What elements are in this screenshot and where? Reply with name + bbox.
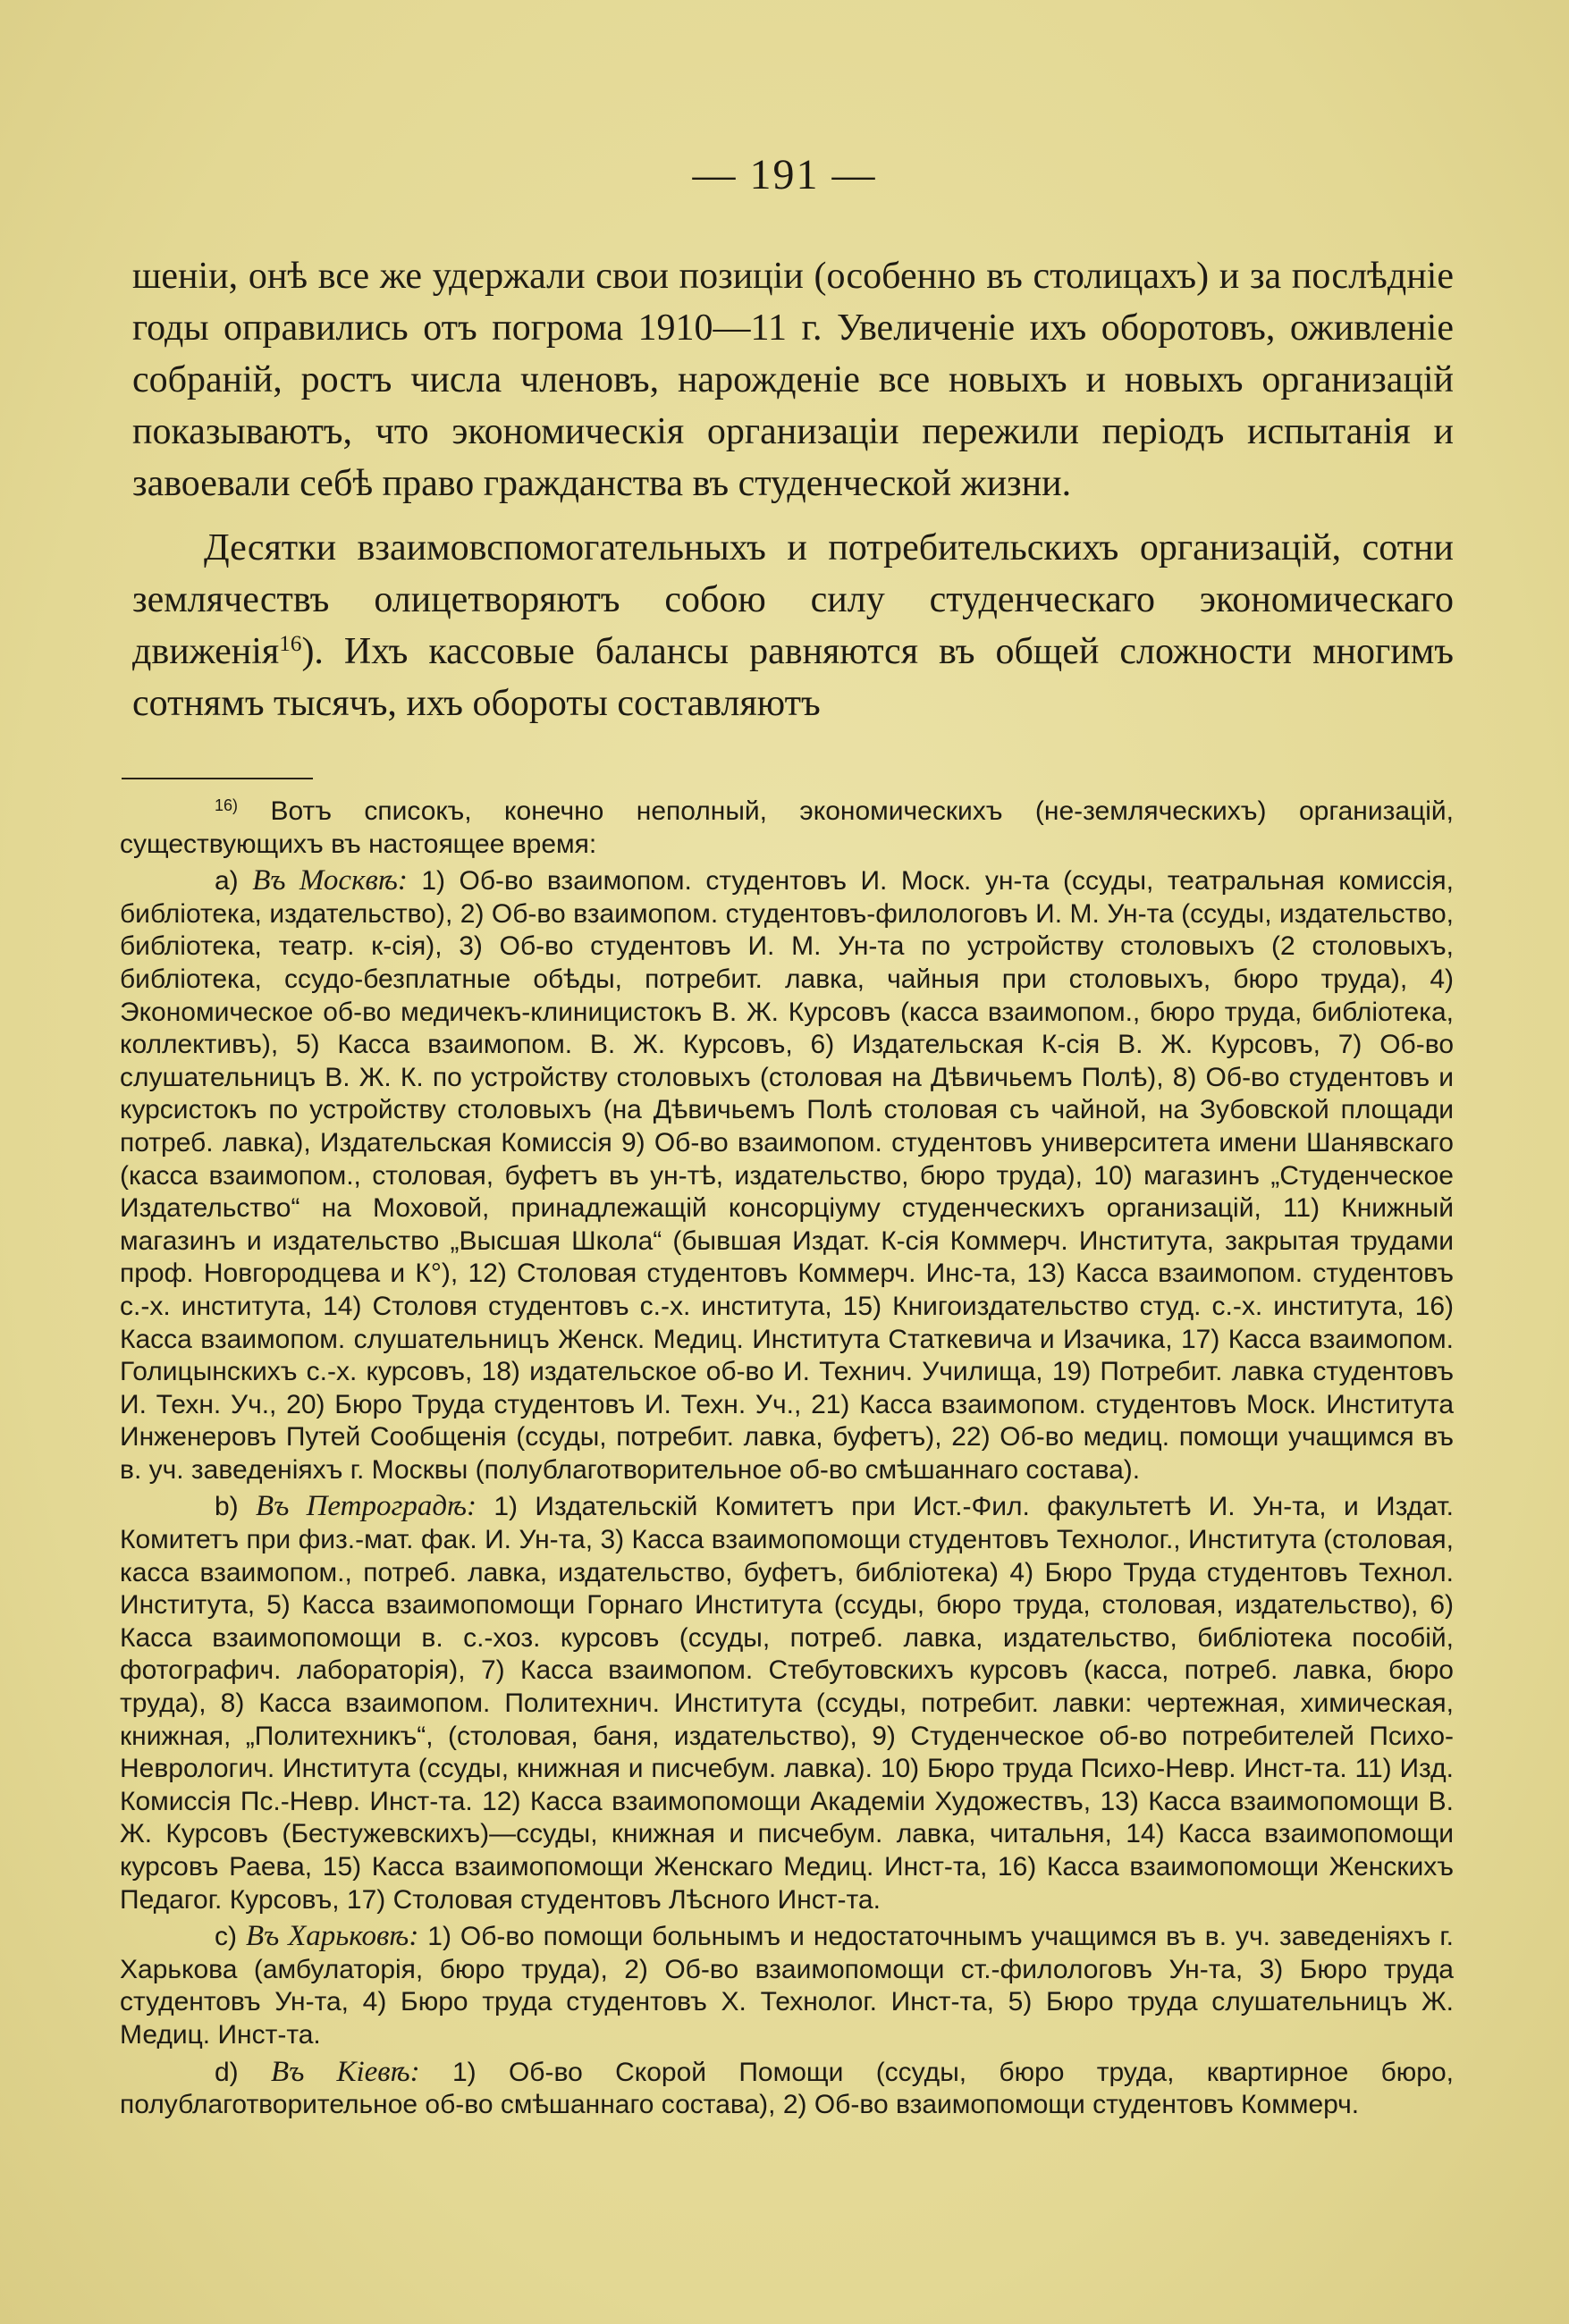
footnote-section-moscow [120, 864, 1454, 1486]
city-heading-moscow: Въ Москвѣ: [252, 864, 408, 897]
footnote-marker: 16) [215, 796, 239, 815]
main-text [132, 250, 1454, 729]
city-heading-kiev: Въ Кiевѣ: [271, 2055, 420, 2088]
footnote [120, 796, 1454, 2122]
section-text-kiev: 1) Об-во Скорой Помощи (ссуды, бюро труда, квартирное бюро, полублаготворительное об-во смѣшаннаго состава), 2) Об-во взаимопомощи студентовъ Коммерч. [120, 2057, 1455, 2120]
footnote-intro [120, 796, 1454, 861]
paragraph-2-continuation: ). Ихъ кассовые балансы равняются въ общей сложности многимъ сотнямъ тысячъ, ихъ обороты составляютъ [132, 631, 1454, 724]
footnote-section-petrograd [120, 1490, 1454, 1916]
paragraph-1: шенiи, онѣ все же удержали свои позицiи (особенно въ столицахъ) и за послѣднiе годы оправились отъ погрома 1910—11 г. Увеличенiе ихъ оборотовъ, оживленiе собранiй, ростъ числа членовъ, нарожденiе все новыхъ и новыхъ организацiй показываютъ, что экономическiя организацiи пережили перiодъ испытанiя и завоевали себѣ право гражданства въ студенческой жизни. [132, 256, 1454, 504]
footnote-intro-text: Вотъ списокъ, конечно неполный, экономическихъ (не-земляческихъ) организацiй, существующихъ въ настоящее время: [120, 796, 1455, 859]
section-label-c: с) [215, 1922, 237, 1952]
paragraph-2-text: Десятки взаимовспомогательныхъ и потребительскихъ организацiй, сотни землячествъ олицетворяютъ собою силу студенческаго экономическаго движенiя [132, 527, 1454, 672]
section-label-b: b) [215, 1492, 239, 1522]
paragraph-2 [132, 522, 1454, 729]
footnote-reference: 16 [279, 632, 302, 657]
city-heading-kharkov: Въ Харьковѣ: [245, 1920, 419, 1953]
section-label-a: а) [215, 866, 239, 897]
section-text-moscow: 1) Об-во взаимопом. студентовъ И. Моск. ун-та (ссуды, театральная комиссiя, библiотека, издательство), 2) Об-во взаимопом. студентовъ-филологовъ И. М. Ун-та (ссуды, издательство, библiотека, театр. к-сiя), 3) Об-во студентовъ И. М. Ун-та по устройству столовыхъ (2 столовыхъ, библiотека, ссудо-безплатные обѣды, потребит. лавка, чайныя при столовыхъ, бюро труда), 4) Экономическое об-во медичекъ-клиницистокъ В. Ж. Курсовъ (касса взаимопом., бюро труда, библiотека, коллективъ), 5) Касса взаимопом. В. Ж. Курсовъ, 6) Издательская К-сiя В. Ж. Курсовъ, 7) Об-во слушательницъ В. Ж. К. по устройству столовыхъ (столовая на Дѣвичьемъ Полѣ), 8) Об-во студентовъ и курсистокъ по устройству столовыхъ (на Дѣвичьемъ Полѣ столовая съ чайной, на Зубовской площади потреб. лавка), Издательская Комиссiя 9) Об-во взаимопом. студентовъ университета имени Шанявскаго (касса взаимопом., столовая, буфетъ въ ун-тѣ, издательство, бюро труда), 10) магазинъ „Студенческое Издательство“ на Моховой, принадлежащiй консорцiуму студенческихъ организацiй, 11) Книжный магазинъ и издательство „Высшая Школа“ (бывшая Издат. К-сiя Коммерч. Института, закрытая трудами проф. Новгородцева и К°), 12) Столовая студентовъ Коммерч. Инс-та, 13) Касса взаимопом. студентовъ с.-х. института, 14) Столовя студентовъ с.-х. института, 15) Книгоиздательство студ. с.-х. института, 16) Касса взаимопом. слушательницъ Женск. Медиц. Института Статкевича и Изачика, 17) Касса взаимопом. Голицынскихъ с.-х. курсовъ, 18) издательское об-во И. Технич. Училища, 19) Потребит. лавка студентовъ И. Техн. Уч., 20) Бюро Труда студентовъ И. Техн. Уч., 21) Касса взаимопом. студентовъ Моск. Института Инженеровъ Путей Сообщенiя (ссуды, потребит. лавка, буфетъ), 22) Об-во медиц. помощи учащимся въ в. уч. заведенiяхъ г. Москвы (полублаготворительное об-во смѣшаннаго состава). [120, 866, 1455, 1485]
section-text-petrograd: 1) Издательскiй Комитетъ при Ист.-Фил. факультетѣ И. Ун-та, и Издат. Комитетъ при физ.-мат. фак. И. Ун-та, 3) Касса взаимопомощи студентовъ Технолог., Института (столовая, касса взаимопом., потреб. лавка, издательство, буфетъ, библiотека) 4) Бюро Труда студентовъ Технол. Института, 5) Касса взаимопомощи Горнаго Института (ссуды, бюро труда, столовая, издательство), 6) Касса взаимопомощи в. с.-хоз. курсовъ (ссуды, потреб. лавка, издательство, библiотека пособiй, фотографич. лабораторiя), 7) Касса взаимопом. Стебутовскихъ курсовъ (касса, потреб. лавка, бюро труда), 8) Касса взаимопом. Политехнич. Института (ссуды, потребит. лавки: чертежная, химическая, книжная, „Политехникъ“, (столовая, баня, издательство), 9) Студенческое об-во потребителей Психо-Неврологич. Института (ссуды, книжная и писчебум. лавка). 10) Бюро труда Психо-Невр. Инст-та. 11) Изд. Комиссiя Пс.-Невр. Инст-та. 12) Касса взаимопомощи Академiи Художествъ, 13) Касса взаимопомощи В. Ж. Курсовъ (Бестужевскихъ)—ссуды, книжная и писчебум. лавка, читальня, 14) Касса взаимопомощи курсовъ Раева, 15) Касса взаимопомощи Женскаго Медиц. Инст-та, 16) Касса взаимопомощи Женскихъ Педагог. Курсовъ, 17) Столовая студентовъ Лѣсного Инст-та. [120, 1492, 1454, 1915]
footnote-section-kiev [120, 2056, 1454, 2122]
city-heading-petrograd: Въ Петроградѣ: [256, 1490, 477, 1523]
section-label-d: d) [215, 2057, 239, 2087]
footnote-section-kharkov [120, 1920, 1454, 2051]
section-text-kharkov: 1) Об-во помощи больнымъ и недостаточнымъ учащимся въ в. уч. заведенiяхъ г. Харькова (амбулаторiя, бюро труда), 2) Об-во взаимопомощи ст.-филологовъ Ун-та, 3) Бюро труда студентовъ Ун-та, 4) Бюро труда студентовъ Х. Технолог. Инст-та, 5) Бюро труда слушательницъ Ж. Медиц. Инст-та. [120, 1922, 1454, 2050]
footnote-separator [122, 778, 313, 779]
page-number: — 191 — [692, 151, 877, 198]
